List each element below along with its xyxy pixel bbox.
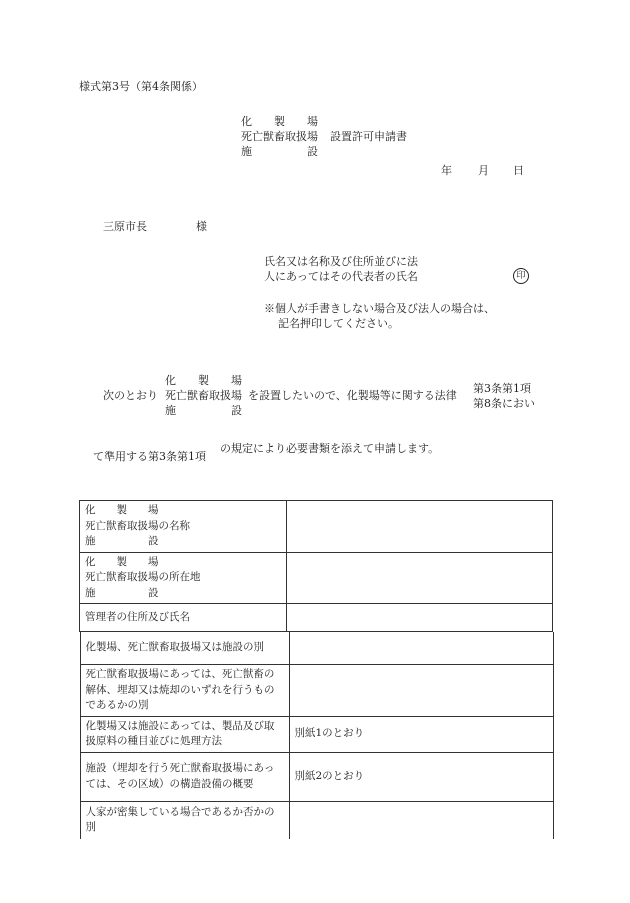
name-label-line-2: 死亡獣畜取扱場の名称 <box>85 519 190 532</box>
name-label-line-1: 化 製 場 <box>85 504 159 516</box>
applicant-note-line-1: ※個人が手書きしない場合及び法人の場合は、 <box>264 302 495 315</box>
applicant-label-line-2: 人にあってはその代表者の氏名 <box>264 270 418 283</box>
body-line2-prefix: て準用する第3条第1項 <box>93 450 206 463</box>
products-value[interactable]: 別紙1のとおり <box>289 716 553 752</box>
title-line-3: 施 設 <box>241 145 318 158</box>
table-row <box>80 632 553 665</box>
applicant-label-line-1: 氏名又は名称及び住所並びに法 <box>264 255 418 268</box>
title-suffix: 設置許可申請書 <box>330 130 407 143</box>
application-table <box>79 500 553 839</box>
structure-label: 施設（埋却を行う死亡獣畜取扱場にあっては、その区域）の構造設備の概要 <box>80 752 289 801</box>
title-line-1: 化 製 場 <box>241 115 318 128</box>
body-line2-rest: の規定により必要書類を添えて申請します。 <box>220 442 440 455</box>
type-label: 化製場、死亡獣畜取扱場又は施設の別 <box>80 632 289 665</box>
addressee-name: 三原市長 <box>103 220 147 233</box>
body-facility-line-2: 死亡獣畜取扱場 <box>165 389 242 402</box>
body-facility-line-1: 化 製 場 <box>165 374 242 387</box>
body-middle: を設置したいので、化製場等に関する法律 <box>248 389 457 402</box>
date-month: 月 <box>478 164 489 177</box>
residential-value[interactable] <box>289 801 553 839</box>
seal-mark: 印 <box>513 268 529 284</box>
location-value[interactable] <box>287 552 553 604</box>
type-value[interactable] <box>289 632 553 665</box>
table-row <box>80 665 553 717</box>
table-row <box>80 632 553 839</box>
body-facility-line-3: 施 設 <box>165 404 242 417</box>
disposal-method-value[interactable] <box>289 665 553 717</box>
manager-value[interactable] <box>287 604 553 632</box>
name-label-line-3: 施 設 <box>85 535 159 547</box>
disposal-method-label: 死亡獣畜取扱場にあっては、死亡獣畜の解体、埋却又は焼却のいずれを行うものであるかの別 <box>80 665 289 717</box>
products-label: 化製場又は施設にあっては、製品及び取扱原料の種目並びに処理方法 <box>80 716 289 752</box>
table-row <box>80 501 553 553</box>
addressee-honorific: 様 <box>196 220 207 233</box>
structure-value[interactable]: 別紙2のとおり <box>289 752 553 801</box>
residential-label: 人家が密集している場合であるか否かの別 <box>80 801 289 839</box>
manager-label: 管理者の住所及び氏名 <box>80 604 287 632</box>
date-day: 日 <box>513 164 524 177</box>
table-row <box>80 552 553 604</box>
applicant-note-line-2: 記名押印してください。 <box>278 317 399 330</box>
form-number: 様式第3号（第4条関係） <box>79 80 203 93</box>
body-article-line-2: 第8条におい <box>473 397 535 410</box>
table-row <box>80 604 553 632</box>
date-year: 年 <box>441 164 452 177</box>
location-label <box>80 552 287 604</box>
name-value[interactable] <box>287 501 553 553</box>
location-label-line-2: 死亡獣畜取扱場の所在地 <box>85 571 201 583</box>
location-label-line-1: 化 製 場 <box>85 555 159 568</box>
title-line-2: 死亡獣畜取扱場 <box>241 130 318 143</box>
table-row <box>80 716 553 752</box>
body-prefix: 次のとおり <box>103 389 158 402</box>
name-label <box>80 501 287 553</box>
location-label-line-3: 施 設 <box>85 586 159 599</box>
table-row <box>80 801 553 839</box>
table-row <box>80 752 553 801</box>
body-article-line-1: 第3条第1項 <box>473 382 531 395</box>
